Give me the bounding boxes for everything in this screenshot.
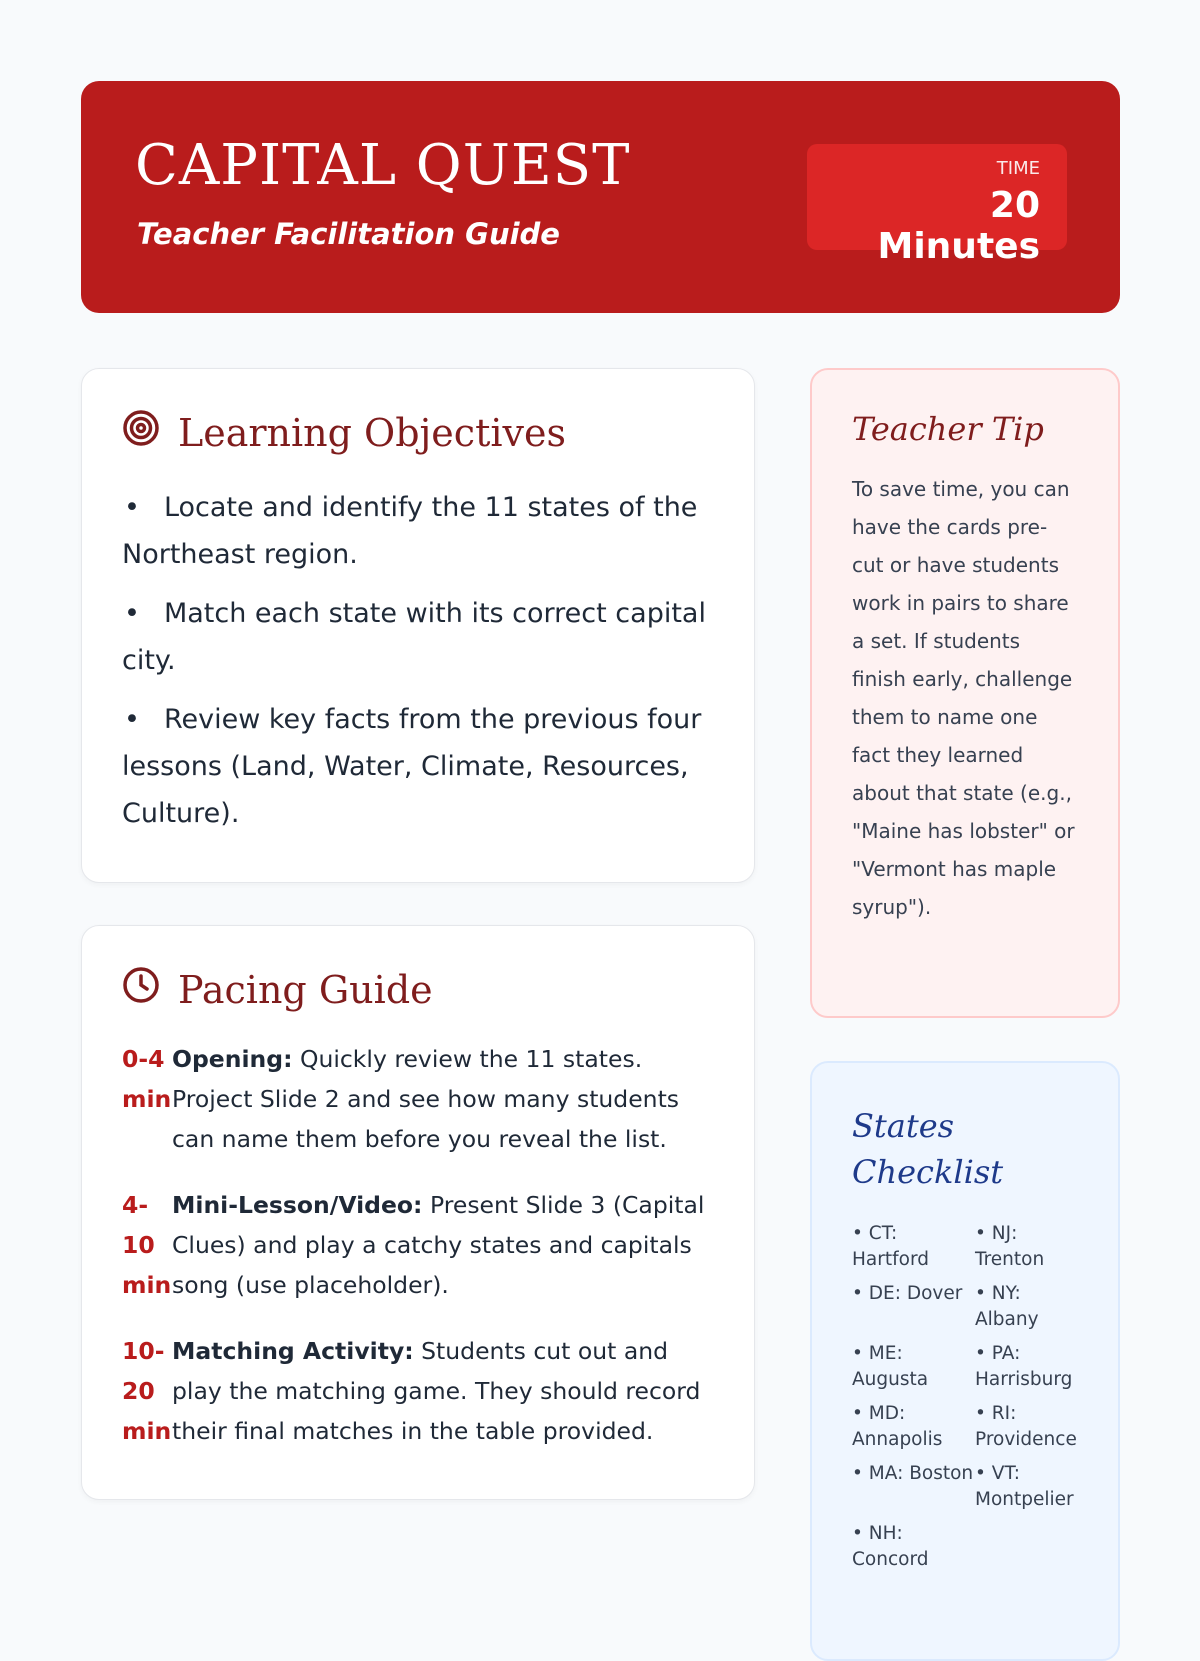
pacing-title: Pacing Guide bbox=[178, 967, 433, 1012]
objective-item: • Match each state with its correct capital city. bbox=[122, 590, 714, 684]
pacing-text: Quickly review the 11 states. Project Slide 2 and see how many students can name them before you reveal the list. bbox=[172, 1045, 680, 1153]
pacing-time: 4-10 min bbox=[122, 1191, 172, 1299]
objective-item: • Review key facts from the previous four lessons (Land, Water, Climate, Resources, Culture). bbox=[122, 696, 714, 837]
checklist-item: • ME: Augusta bbox=[852, 1343, 929, 1390]
pacing-time: 0-4 min bbox=[122, 1045, 172, 1113]
checklist-item: • MA: Boston bbox=[852, 1463, 974, 1484]
pacing-text: Students cut out and play the matching game. They should record their final matches in the table provided. bbox=[172, 1337, 701, 1445]
objectives-card bbox=[81, 368, 755, 883]
checklist-item: • NJ: Trenton bbox=[975, 1223, 1045, 1270]
clock-icon bbox=[122, 966, 160, 1013]
header-banner bbox=[81, 81, 1120, 313]
pacing-label: Opening: bbox=[172, 1045, 293, 1073]
objectives-title: Learning Objectives bbox=[178, 410, 566, 455]
checklist-item: • VT: Montpelier bbox=[975, 1463, 1074, 1510]
checklist-item: • NY: Albany bbox=[975, 1283, 1039, 1330]
pacing-text: Present Slide 3 (Capital Clues) and play a catchy states and capitals song (use placeholder). bbox=[172, 1191, 705, 1299]
pacing-card bbox=[81, 925, 755, 1500]
checklist-item: • PA: Harrisburg bbox=[975, 1343, 1073, 1390]
teacher-tip-card bbox=[810, 368, 1120, 1018]
tip-title: Teacher Tip bbox=[852, 410, 1044, 448]
pacing-item bbox=[122, 1331, 714, 1451]
tip-text: To save time, you can have the cards pre-cut or have students work in pairs to share a set. If students finish early, challenge them to name one fact they learned about that state (e.g., "Maine has lobster" or "Vermont has maple syrup"). bbox=[852, 477, 1075, 919]
pacing-label: Matching Activity: bbox=[172, 1337, 414, 1365]
target-icon bbox=[122, 409, 160, 456]
checklist-title: States Checklist bbox=[852, 1107, 1004, 1191]
checklist-item: • RI: Providence bbox=[975, 1403, 1077, 1450]
checklist-item: • MD: Annapolis bbox=[852, 1403, 943, 1450]
time-label: TIME bbox=[996, 158, 1040, 179]
checklist-item: • CT: Hartford bbox=[852, 1223, 929, 1270]
pacing-item bbox=[122, 1039, 714, 1159]
page-title: CAPITAL QUEST bbox=[135, 133, 631, 198]
checklist-item bbox=[975, 1521, 1078, 1573]
objective-item: • Locate and identify the 11 states of the Northeast region. bbox=[122, 484, 714, 578]
page-subtitle: Teacher Facilitation Guide bbox=[137, 217, 560, 251]
pacing-time: 10-20 min bbox=[122, 1337, 172, 1445]
time-value: 20 Minutes bbox=[877, 185, 1040, 267]
checklist-item: • NH: Concord bbox=[852, 1523, 929, 1570]
pacing-item bbox=[122, 1185, 714, 1305]
pacing-label: Mini-Lesson/Video: bbox=[172, 1191, 423, 1219]
states-checklist-card bbox=[810, 1061, 1120, 1661]
checklist-item: • DE: Dover bbox=[852, 1283, 963, 1304]
time-badge bbox=[807, 144, 1067, 267]
